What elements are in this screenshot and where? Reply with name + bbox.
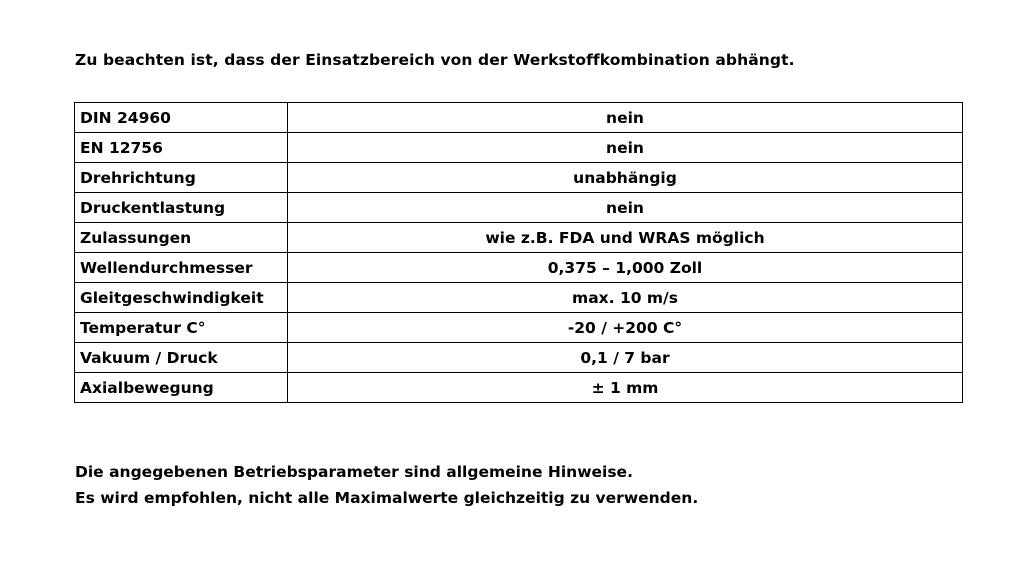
row-value: unabhängig [288, 163, 963, 193]
row-label: Vakuum / Druck [75, 343, 288, 373]
notes [75, 459, 698, 511]
row-label: DIN 24960 [75, 103, 288, 133]
row-value: nein [288, 133, 963, 163]
row-label: Wellendurchmesser [75, 253, 288, 283]
table-row [75, 373, 963, 403]
row-label: Axialbewegung [75, 373, 288, 403]
row-value: -20 / +200 C° [288, 313, 963, 343]
row-label: Zulassungen [75, 223, 288, 253]
row-value: 0,375 – 1,000 Zoll [288, 253, 963, 283]
table-row [75, 133, 963, 163]
spec-table [74, 102, 963, 403]
row-value: max. 10 m/s [288, 283, 963, 313]
table-row [75, 193, 963, 223]
row-label: EN 12756 [75, 133, 288, 163]
row-value: nein [288, 193, 963, 223]
table-row [75, 313, 963, 343]
row-value: ± 1 mm [288, 373, 963, 403]
row-label: Temperatur C° [75, 313, 288, 343]
row-label: Druckentlastung [75, 193, 288, 223]
table-row [75, 103, 963, 133]
table-row [75, 163, 963, 193]
row-value: 0,1 / 7 bar [288, 343, 963, 373]
intro-text: Zu beachten ist, dass der Einsatzbereich von der Werkstoffkombination abhängt. [75, 51, 795, 69]
note-line: Es wird empfohlen, nicht alle Maximalwerte gleichzeitig zu verwenden. [75, 489, 699, 507]
row-value: nein [288, 103, 963, 133]
row-label: Gleitgeschwindigkeit [75, 283, 288, 313]
table-row [75, 253, 963, 283]
table-row [75, 283, 963, 313]
row-label: Drehrichtung [75, 163, 288, 193]
row-value: wie z.B. FDA und WRAS möglich [288, 223, 963, 253]
note-line: Die angegebenen Betriebsparameter sind allgemeine Hinweise. [75, 463, 633, 481]
table-row [75, 343, 963, 373]
table-row [75, 223, 963, 253]
